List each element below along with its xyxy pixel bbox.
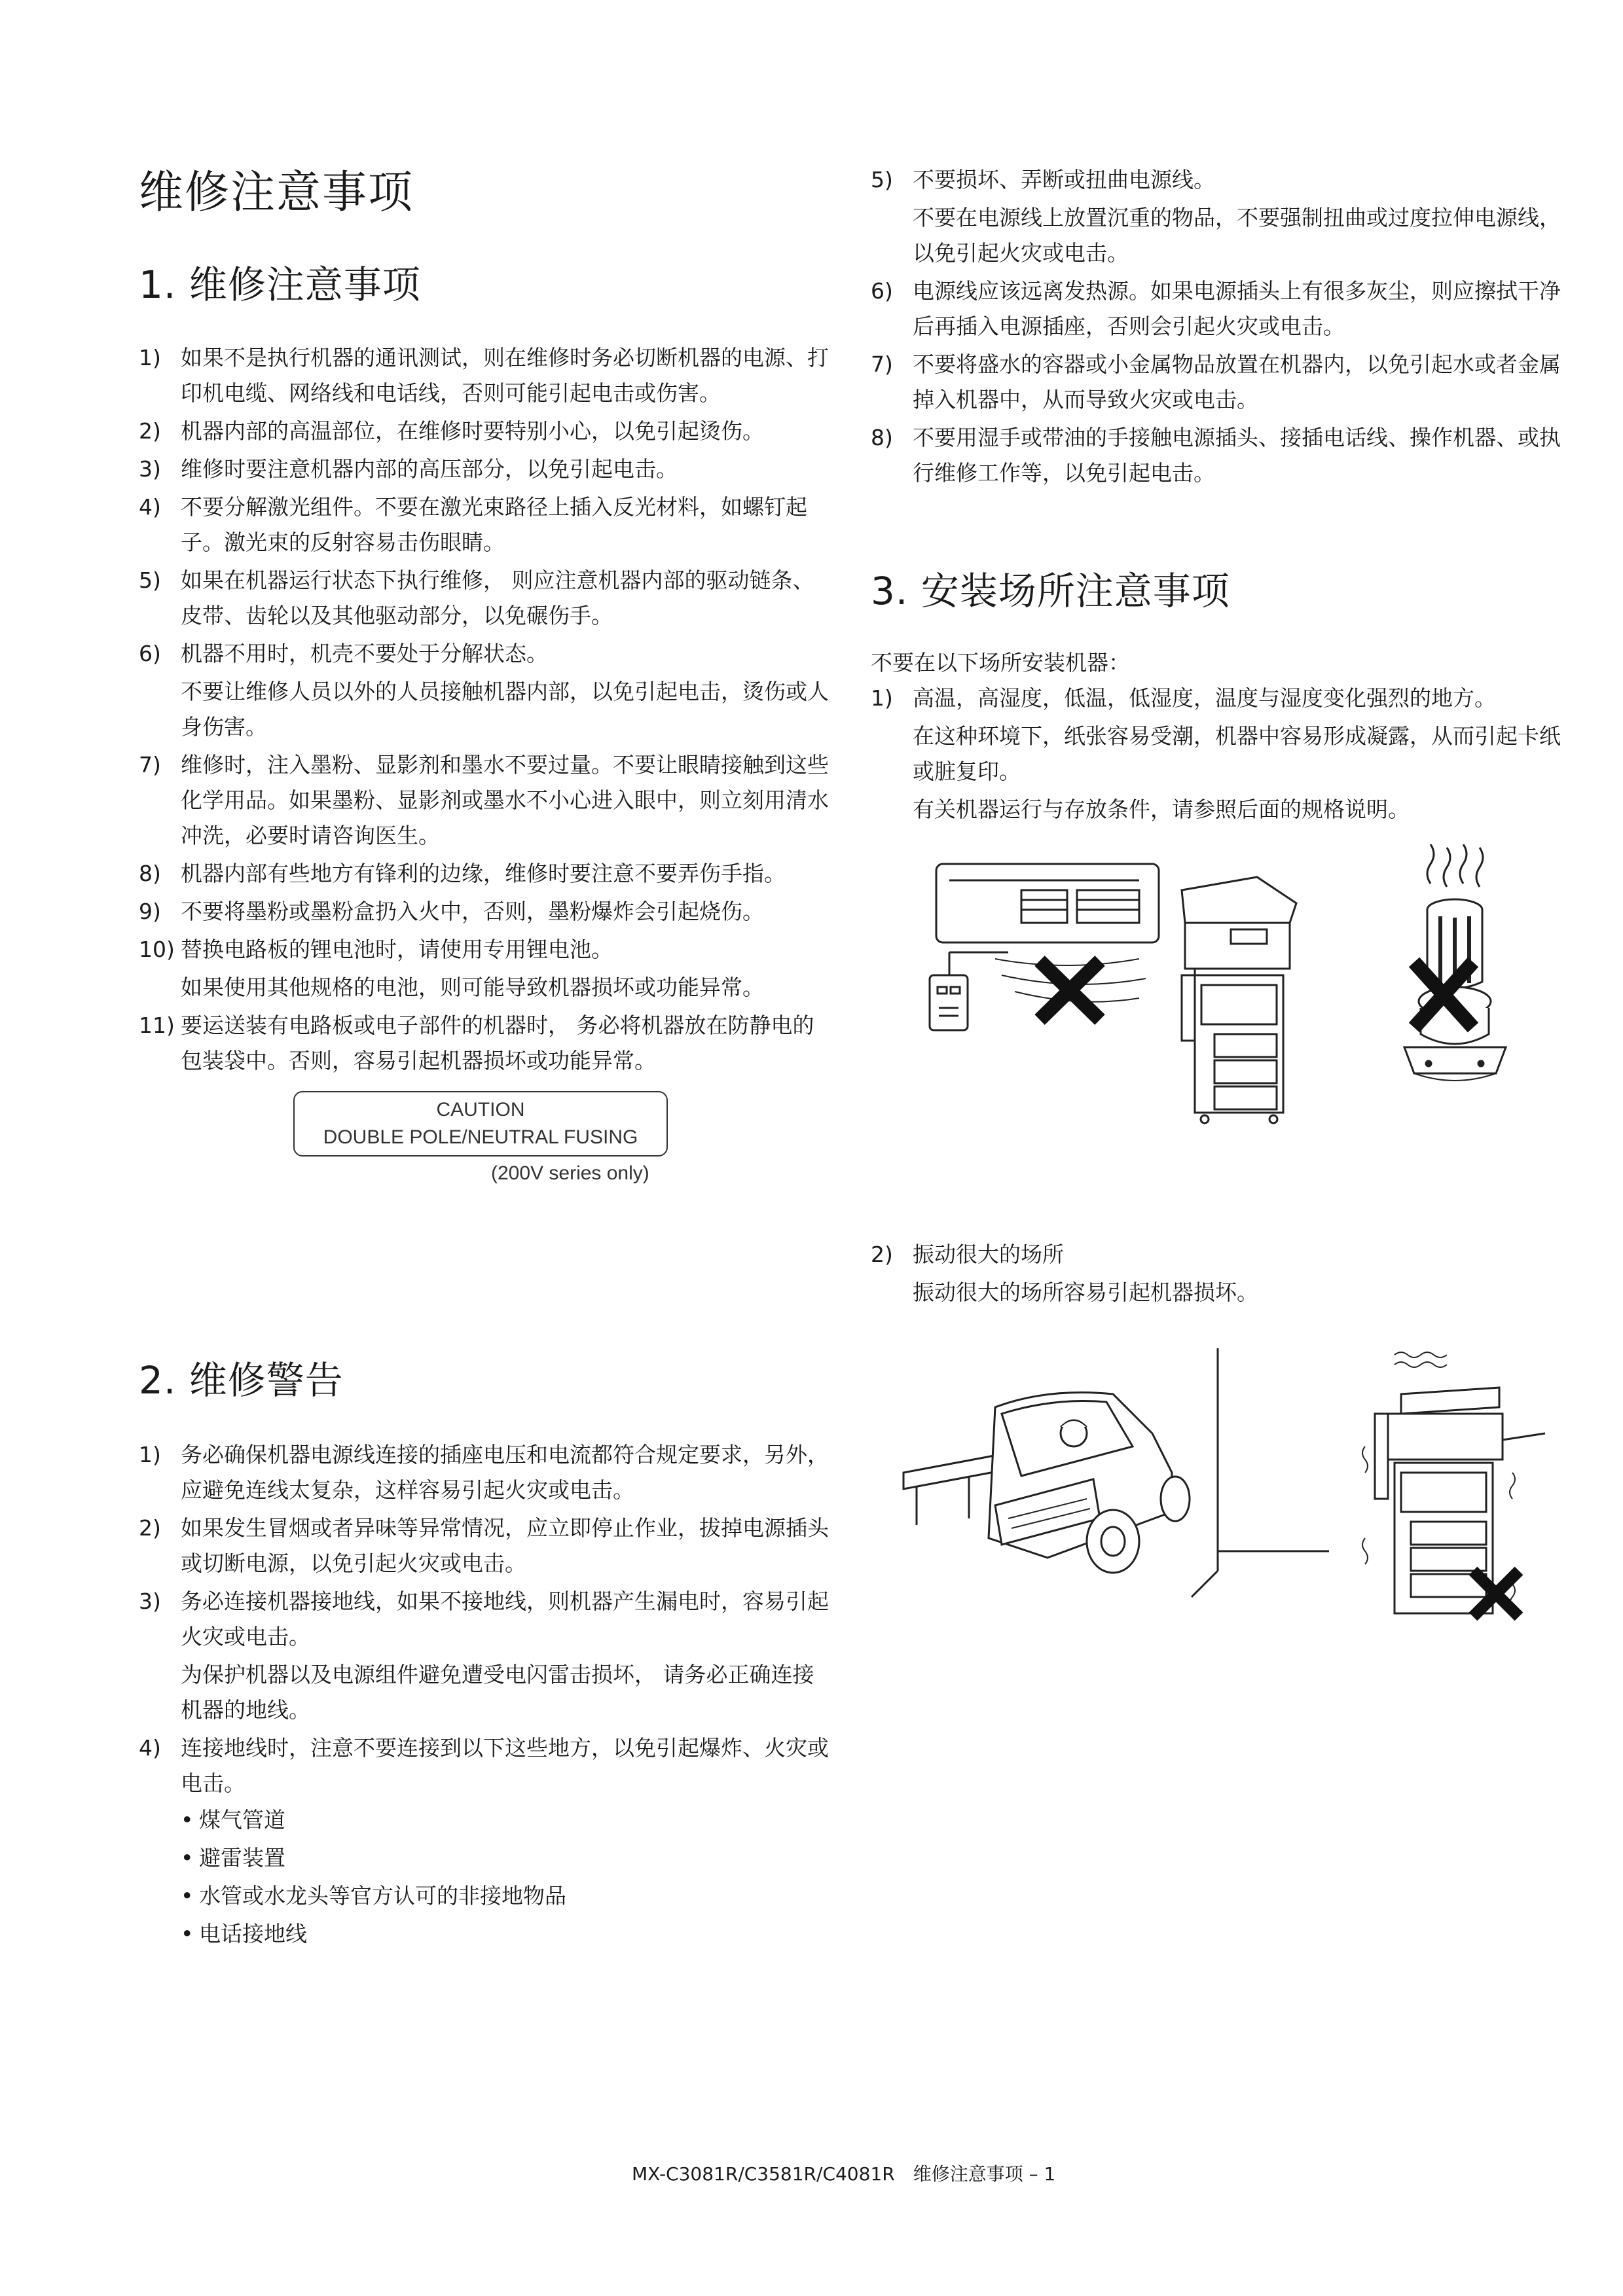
list-item: 1) 高温，高湿度，低温，低湿度，温度与湿度变化强烈的地方。 在这种环境下，纸张容易受潮，机器中容易形成凝露，从而引起卡纸或脏复印。 有关机器运行与存放条件，请参照后面的规格说明。 xyxy=(871,685,1561,822)
list-item: 6) 电源线应该远离发热源。如果电源插头上有很多灰尘，则应擦拭干净后再插入电源插座，否则会引起火灾或电击。 xyxy=(871,278,1561,339)
list-item: 8) 机器内部有些地方有锋利的边缘，维修时要注意不要弄伤手指。 xyxy=(139,861,786,886)
section3-heading: 3. 安装场所注意事项 xyxy=(871,569,1230,613)
section1-continued-list xyxy=(871,162,1565,493)
list-item: 5) 不要损坏、弄断或扭曲电源线。 不要在电源线上放置沉重的物品，不要强制扭曲或过度拉伸电源线，以免引起火灾或电击。 xyxy=(871,167,1561,266)
section1-list xyxy=(139,340,833,1081)
prohibited-x-icon xyxy=(1040,961,1100,1020)
environment-illustration xyxy=(923,844,1545,1145)
page-title: 维修注意事项 xyxy=(139,167,414,219)
caution-label xyxy=(293,1091,668,1157)
list-item: 9) 不要将墨粉或墨粉盒扔入火中，否则，墨粉爆炸会引起烧伤。 xyxy=(139,899,764,924)
list-item: 7) 维修时，注入墨粉、显影剂和墨水不要过量。不要让眼睛接触到这些化学用品。如果墨粉、显影剂或墨水不小心进入眼中，则立刻用清水冲洗，必要时请咨询医生。 xyxy=(139,752,829,848)
page-footer: MX-C3081R/C3581R/C4081R 维修注意事项 – 1 xyxy=(632,2163,1056,2185)
list-item: 4) 不要分解激光组件。不要在激光束路径上插入反光材料，如螺钉起子。激光束的反射容易击伤眼睛。 xyxy=(139,494,807,555)
bullet-item: • 水管或水龙头等官方认可的非接地物品 xyxy=(181,1883,566,1909)
list-item: 2) 振动很大的场所 振动很大的场所容易引起机器损坏。 xyxy=(871,1242,1258,1305)
list-item: 10) 替换电路板的锂电池时，请使用专用锂电池。 如果使用其他规格的电池，则可能导致机器损坏或功能异常。 xyxy=(139,937,764,1000)
list-item: 2) 机器内部的高温部位，在维修时要特别小心，以免引起烫伤。 xyxy=(139,418,764,444)
bullet-item: • 电话接地线 xyxy=(181,1921,307,1946)
caution-note: (200V series only) xyxy=(491,1162,649,1184)
truck-icon xyxy=(989,1393,1190,1573)
list-item: 11) 要运送装有电路板或电子部件的机器时， 务必将机器放在防静电的包装袋中。否则，容易引起机器损坏或功能异常。 xyxy=(139,1013,814,1073)
vibration-illustration xyxy=(897,1335,1565,1643)
caution-line2: DOUBLE POLE/NEUTRAL FUSING xyxy=(323,1126,638,1148)
caution-line1: CAUTION xyxy=(436,1099,525,1121)
list-item: 5) 如果在机器运行状态下执行维修， 则应注意机器内部的驱动链条、皮带、齿轮以及其他驱动部分，以免碾伤手。 xyxy=(139,567,814,628)
bullet-item: • 煤气管道 xyxy=(181,1807,285,1833)
list-item: 4) 连接地线时，注意不要连接到以下这些地方，以免引起爆炸、火灾或电击。 • 煤气管道 • 避雷装置 • 水管或水龙头等官方认可的非接地物品 • 电话接地线 xyxy=(139,1731,833,1952)
section1-heading: 1. 维修注意事项 xyxy=(139,262,421,307)
ground-exclusion-list xyxy=(181,1803,833,1952)
list-item: 8) 不要用湿手或带油的手接触电源插头、接插电话线、操作机器、或执行维修工作等，以免引起电击。 xyxy=(871,425,1561,486)
section3-list-1 xyxy=(871,681,1565,830)
section3-intro: 不要在以下场所安装机器： xyxy=(871,650,1130,675)
bullet-item: • 避雷装置 xyxy=(181,1845,285,1871)
copier-icon xyxy=(1182,877,1296,1123)
list-item: 7) 不要将盛水的容器或小金属物品放置在机器内，以免引起水或者金属掉入机器中，从而导致火灾或电击。 xyxy=(871,351,1561,412)
section3-list-2 xyxy=(871,1237,1565,1313)
list-item: 1) 务必确保机器电源线连接的插座电压和电流都符合规定要求，另外，应避免连线太复杂，这样容易引起火灾或电击。 xyxy=(139,1442,829,1503)
list-item: 3) 维修时要注意机器内部的高压部分，以免引起电击。 xyxy=(139,456,678,482)
list-item: 6) 机器不用时，机壳不要处于分解状态。 不要让维修人员以外的人员接触机器内部，以免引起电击，烫伤或人身伤害。 xyxy=(139,641,829,740)
list-item: 2) 如果发生冒烟或者异味等异常情况，应立即停止作业，拔掉电源插头或切断电源，以免引起火灾或电击。 xyxy=(139,1515,829,1576)
list-item: 3) 务必连接机器接地线，如果不接地线，则机器产生漏电时，容易引起火灾或电击。 为保护机器以及电源组件避免遭受电闪雷击损坏， 请务必正确连接机器的地线。 xyxy=(139,1588,829,1723)
wall-icon xyxy=(1192,1348,1329,1597)
list-item: 1) 如果不是执行机器的通讯测试，则在维修时务必切断机器的电源、打印机电缆、网络线和电话线，否则可能引起电击或伤害。 xyxy=(139,345,829,406)
section2-list xyxy=(139,1437,833,1954)
section2-heading: 2. 维修警告 xyxy=(139,1358,344,1403)
